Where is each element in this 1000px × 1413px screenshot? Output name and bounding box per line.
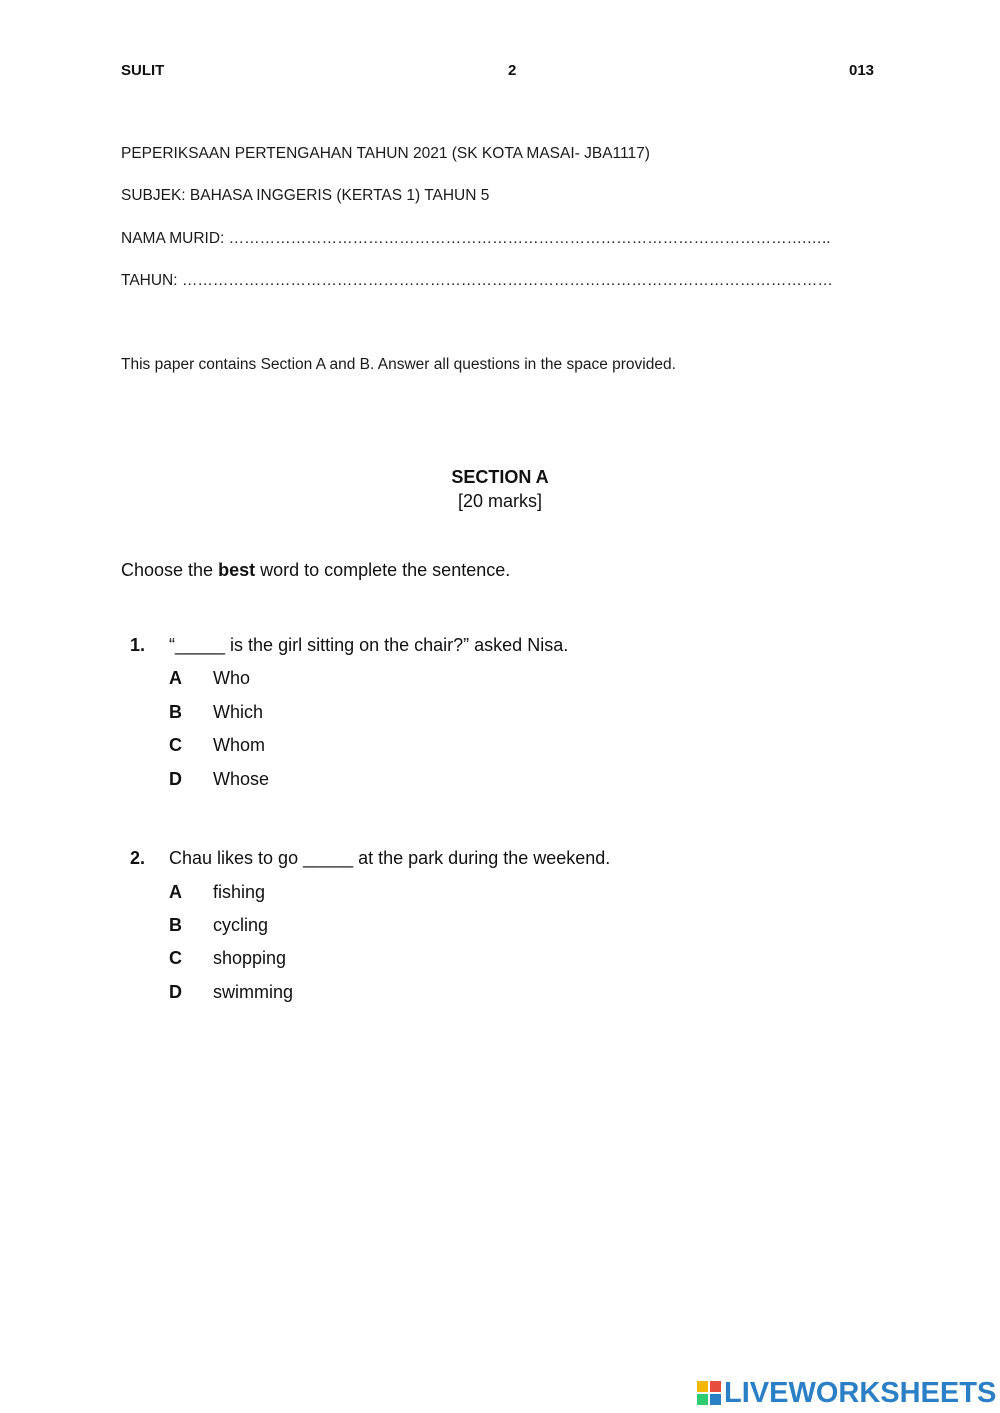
student-name-field[interactable]: NAMA MURID: ………………………………………………………………………………………………….….. bbox=[121, 230, 831, 247]
instruction-before: Choose the bbox=[121, 560, 219, 580]
instruction-emphasis: best bbox=[218, 560, 256, 580]
question-text: “_____ is the girl sitting on the chair?” asked Nisa. bbox=[169, 635, 569, 655]
paper-intro: This paper contains Section A and B. Answer all questions in the space provided. bbox=[121, 356, 676, 373]
option-letter[interactable]: D bbox=[169, 769, 182, 789]
option-text[interactable]: Whose bbox=[213, 769, 270, 789]
option-text[interactable]: Which bbox=[213, 702, 264, 722]
option-letter[interactable]: C bbox=[169, 735, 182, 755]
option-letter[interactable]: C bbox=[169, 948, 182, 968]
option-text[interactable]: Whom bbox=[213, 735, 266, 755]
option-text[interactable]: cycling bbox=[213, 915, 269, 935]
instruction bbox=[121, 560, 510, 581]
watermark-text: LIVEWORKSHEETS bbox=[724, 1376, 997, 1409]
page-number: 2 bbox=[508, 62, 517, 79]
year-field[interactable]: TAHUN: ……………………………………………………………………………………………………………… bbox=[121, 272, 833, 289]
instruction-after: word to complete the sentence. bbox=[255, 560, 511, 580]
header-sulit: SULIT bbox=[121, 62, 165, 79]
question-text: Chau likes to go _____ at the park during the weekend. bbox=[169, 848, 611, 868]
option-letter[interactable]: D bbox=[169, 982, 182, 1002]
option-text[interactable]: shopping bbox=[213, 948, 287, 968]
paper-code: 013 bbox=[849, 62, 875, 79]
liveworksheets-logo bbox=[697, 1378, 996, 1408]
exam-title: PEPERIKSAAN PERTENGAHAN TAHUN 2021 (SK KOTA MASAI- JBA1117) bbox=[121, 145, 650, 162]
option-letter[interactable]: A bbox=[169, 668, 182, 688]
option-letter[interactable]: B bbox=[169, 702, 182, 722]
section-marks: [20 marks] bbox=[457, 491, 543, 511]
option-text[interactable]: swimming bbox=[213, 982, 294, 1002]
option-letter[interactable]: A bbox=[169, 882, 182, 902]
question-number: 2. bbox=[130, 848, 146, 868]
liveworksheets-mark-icon bbox=[697, 1381, 721, 1405]
option-text[interactable]: Who bbox=[213, 668, 251, 688]
option-letter[interactable]: B bbox=[169, 915, 182, 935]
subject-line: SUBJEK: BAHASA INGGERIS (KERTAS 1) TAHUN 5 bbox=[121, 187, 490, 204]
question-number: 1. bbox=[130, 635, 146, 655]
section-title: SECTION A bbox=[451, 467, 549, 487]
option-text[interactable]: fishing bbox=[213, 882, 266, 902]
